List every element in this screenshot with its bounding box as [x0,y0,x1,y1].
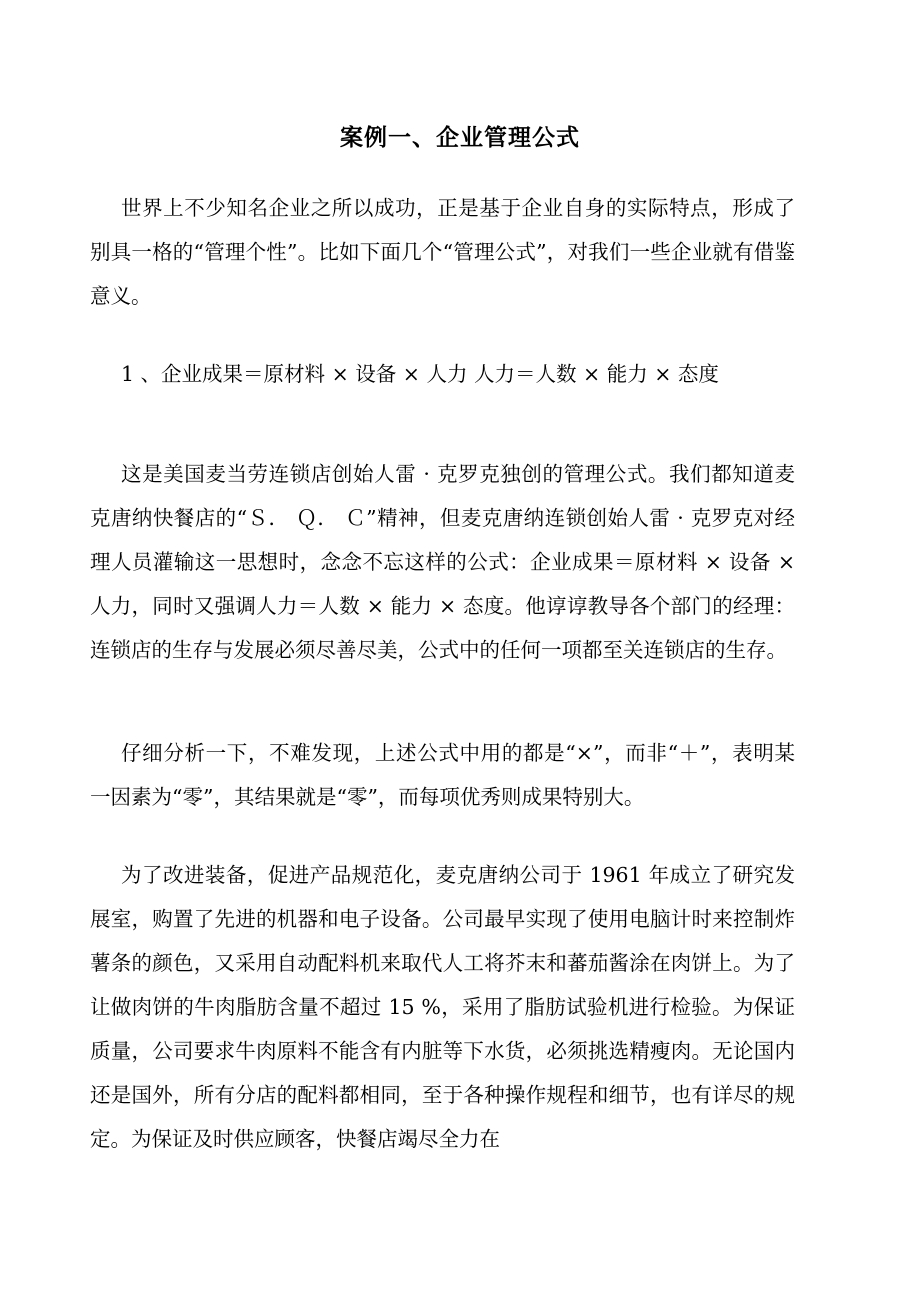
paragraph-equipment: 为了改进装备，促进产品规范化，麦克唐纳公司于 1961 年成立了研究发展室，购置了先进的机器和电子设备。公司最早实现了使用电脑计时来控制炸薯条的颜色，又采用自动配料机来取代人工将芥末和蕃茄酱涂在肉饼上。为了让做肉饼的牛肉脂肪含量不超过 15 %，采用了脂肪试验机进行检验。为保证质量，公司要求牛肉原料不能含有内脏等下水货，必须挑选精瘦肉。无论国内还是国外，所有分店的配料都相同，至于各种操作规程和细节，也有详尽的规定。为保证及时供应顾客，快餐店竭尽全力在 [90,863,795,1151]
paragraph-mcdonalds-formula: 这是美国麦当劳连锁店创始人雷 · 克罗克独创的管理公式。我们都知道麦克唐纳快餐店的“Ｓ． Ｑ． Ｃ”精神，但麦克唐纳连锁创始人雷 · 克罗克对经理人员灌输这一思想时，念念不忘这样的公式：企业成果＝原材料 × 设备 × 人力，同时又强调人力＝人数 × 能力 × 态度。他谆谆教导各个部门的经理：连锁店的生存与发展必须尽善尽美，公式中的任何一项都至关连锁店的生存。 [90,462,795,662]
paragraph-intro: 世界上不少知名企业之所以成功，正是基于企业自身的实际特点，形成了别具一格的“管理个性”。比如下面几个“管理公式”，对我们一些企业就有借鉴意义。 [90,196,795,308]
paragraph-formula: 1 、企业成果＝原材料 × 设备 × 人力 人力＝人数 × 能力 × 态度 [121,362,719,386]
document-title: 案例一、企业管理公式 [340,125,580,151]
paragraph-analysis: 仔细分析一下，不难发现，上述公式中用的都是“×”，而非“＋”，表明某一因素为“零”，其结果就是“零”，而每项优秀则成果特别大。 [90,741,795,809]
